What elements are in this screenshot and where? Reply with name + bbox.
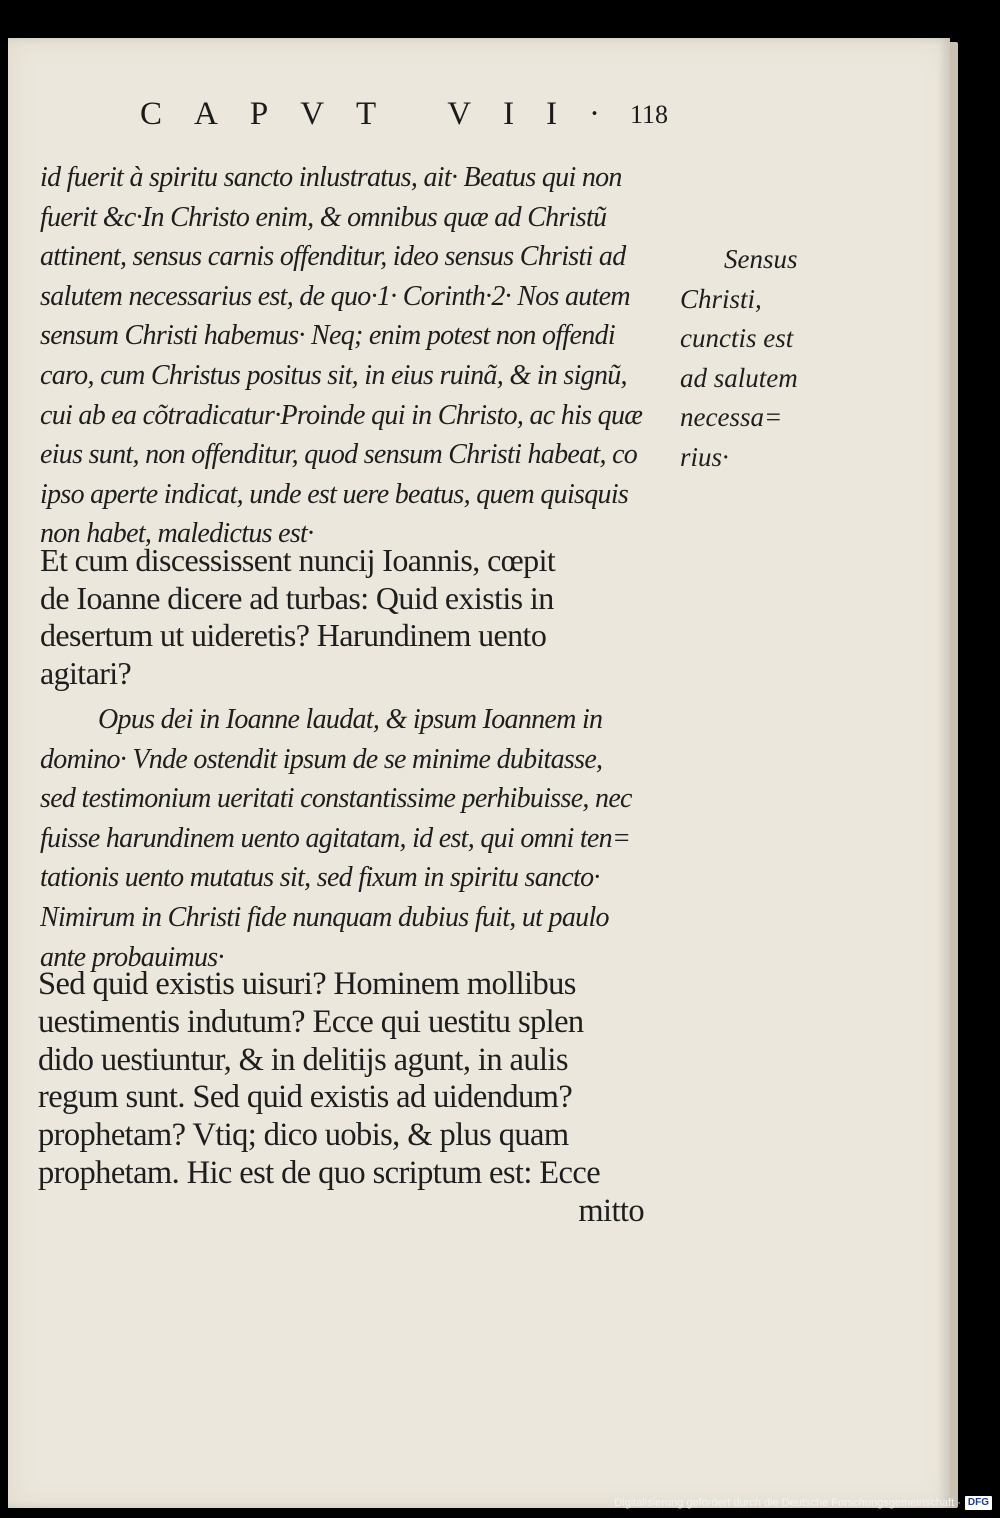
text-line: Opus dei in Ioanne laudat, & ipsum Ioannem in: [98, 704, 603, 735]
text-line: fuisse harundinem uento agitatam, id est, qui omni ten=: [40, 822, 631, 854]
catchword: mitto: [578, 1192, 644, 1229]
text-line: caro, cum Christus positus sit, in eius ruinã, & in signũ,: [40, 359, 627, 391]
text-line: sensum Christi habemus· Neq; enim potest non offendi: [40, 320, 615, 352]
text-line: Nimirum in Christi fide nunquam dubius fuit, ut paulo: [40, 901, 609, 933]
credit-text: Digitalisierung gefördert durch die Deutsche Forschungsgemeinschaft ·: [614, 1497, 961, 1509]
text-line: desertum ut uideretis? Harundinem uento: [40, 617, 547, 653]
text-line: prophetam. Hic est de quo scriptum est: Ecce: [38, 1154, 601, 1191]
digitization-credit: [614, 1494, 992, 1512]
margin-line: Christi,: [680, 283, 762, 314]
text-line: attinent, sensus carnis offenditur, ideo sensus Christi ad: [40, 241, 626, 273]
text-line: domino· Vnde ostendit ipsum de se minime dubitasse,: [40, 743, 603, 775]
margin-line: rius·: [680, 441, 729, 472]
text-line: salutem necessarius est, de quo·1· Corinth·2· Nos autem: [40, 280, 630, 312]
scripture-block-1: [40, 542, 666, 692]
text-line: uestimentis indutum? Ecce qui uestitu splen: [38, 1003, 584, 1040]
page-number: 118: [630, 100, 669, 129]
text-line: sed testimonium ueritati constantissime perhibuisse, nec: [40, 783, 632, 815]
text-line: fuerit &c·In Christo enim, & omnibus quæ ad Christũ: [40, 201, 607, 233]
margin-line: ad salutem: [680, 362, 798, 393]
text-line: regum sunt. Sed quid existis ad uidendum?: [38, 1079, 573, 1116]
scripture-block-2: [38, 966, 658, 1231]
text-line: non habet, maledictus est·: [40, 518, 314, 550]
text-line: de Ioanne dicere ad turbas: Quid existis in: [40, 579, 554, 616]
chapter-heading: CAPVT VII·: [140, 96, 633, 132]
margin-line: Sensus: [724, 244, 798, 274]
commentary-block-2: [40, 700, 672, 977]
text-line: id fuerit à spiritu sancto inlustratus, ait· Beatus qui non: [40, 162, 622, 193]
margin-line: necessa=: [680, 402, 783, 432]
text-line: ante probauimus·: [40, 941, 224, 973]
text-line: tationis uento mutatus sit, sed fixum in spiritu sancto·: [40, 862, 600, 894]
text-line: ipso aperte indicat, unde est uere beatus, quem quisquis: [40, 478, 629, 510]
running-head: [140, 96, 680, 136]
text-line: Et cum discessissent nuncij Ioannis, cœpit: [40, 542, 556, 578]
margin-note: [680, 240, 820, 477]
text-line: cui ab ea cõtradicatur·Proinde qui in Christo, ac his quæ: [40, 399, 643, 431]
text-line: Sed quid existis uisuri? Hominem mollibus: [38, 966, 576, 1002]
margin-line: cunctis est: [680, 323, 794, 353]
dfg-logo-icon: DFG: [965, 1496, 992, 1510]
commentary-block-1: [40, 158, 672, 554]
text-line: dido uestiuntur, & in delitijs agunt, in aulis: [38, 1041, 568, 1078]
text-line: eius sunt, non offenditur, quod sensum Christi habeat, co: [40, 439, 638, 471]
text-line: prophetam? Vtiq; dico uobis, & plus quam: [38, 1117, 569, 1154]
text-line: agitari?: [40, 654, 132, 691]
